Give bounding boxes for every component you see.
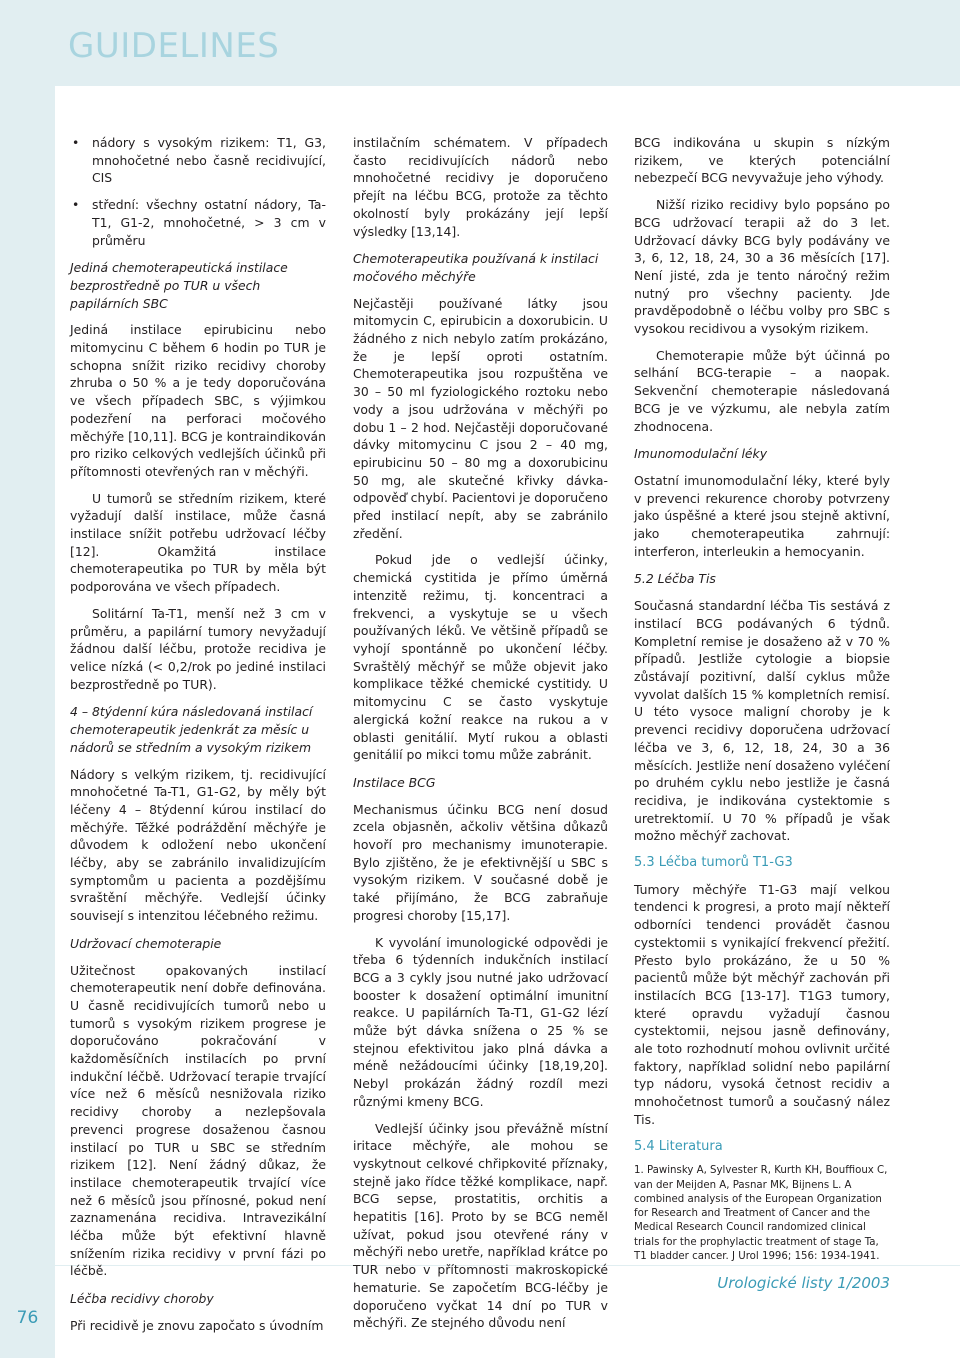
paragraph: instilačním schématem. V případech často recidivujících nádorů nebo mnohočetné recidivy je doporučeno přejít na léčbu BCG, protože za těchto okolností byly prokázány její lepší výsledky [13,14]. — [353, 135, 608, 239]
subheading: 5.2 Léčba Tis — [634, 571, 716, 587]
paragraph: Tumory měchýře T1-G3 mají velkou tendenci k progresi, a proto mají někteří odborníci tendenci provádět časnou cystektomii s vynikající frekvencí přežití. Přesto bylo prokázáno, že u 50 % pacientů může být měchýř zachován při instilacích BCG [13-17]. T1G3 tumory, které opravdu vyžadují časnou cystektomii, nejsou jasně definovány, ale toto rozhodnutí mohou ovlivnit určité faktory, například solidní nebo papilární typ nádoru, vysoká četnost recidiv a mnohočetnost tumorů a současný nález Tis. — [634, 881, 890, 1127]
subheading: Chemoterapeutika používaná k instilaci močového měchýře — [353, 251, 599, 284]
paragraph: Ostatní imunomodulační léky, které byly v prevenci rekurence choroby potvrzeny jako úspěšné a které jsou stejně aktivní, jako chemoterapeutika zahrnují: interferon, interleukin a hemocyanin. — [634, 472, 890, 559]
page-number: 76 — [16, 1308, 39, 1328]
subheading: Imunomodulační léky — [634, 446, 768, 462]
paragraph: Jediná instilace epirubicinu nebo mitomycinu C během 6 hodin po TUR je schopna snížit riziko recidivy choroby zhruba o 50 % a je tedy doporučována ve všech případech SBC, s výjimkou podezření na perforaci močového měchýře [10,11]. BCG je kontraindikován pro riziko celkových vedlejších účinků při přítomnosti otevřených ran v měchýři. — [70, 322, 326, 479]
paragraph: Vedlejší účinky jsou převážně místní iritace měchýře, ale mohou se vyskytnout celkové chřipkovité příznaky, stejně jako řídce těžké komplikace, např. BCG sepse, prostatitis, orchitis a hepatitis [16]. Proto by se BCG neměl užívat, pokud jsou otevřené rány v měchýři nebo uretře, například krátce po TUR nebo v přítomnosti makroskopické hematurie. Se započetím BCG-léčby je doporučeno vyčkat 14 dní po TUR v měchýři. Ze stejného důvodu není — [353, 1120, 608, 1331]
subheading: Jediná chemoterapeutická instilace bezprostředně po TUR u všech papilárních SBC — [70, 260, 288, 311]
paragraph: K vyvolání imunologické odpovědi je třeba 6 týdenních indukčních instilací BCG a 3 cykly jsou nutné jako udržovací booster k dosažení optimální imunitní reakce. U papilárních Ta-T1, G1-G2 lézí může být dávka snížena o 25 % se stejnou efektivitou jako plná dávka a méně nežádoucími účinky [18,19,20]. Nebyl prokázán žádný rozdíl mezi různými kmeny BCG. — [353, 934, 608, 1109]
subheading: 4 – 8týdenní kúra následovaná instilací chemoterapeutik jedenkrát za měsíc u nádorů se středním a vysokým rizikem — [70, 704, 313, 755]
subheading: Instilace BCG — [353, 774, 436, 790]
bullet-text: nádory s vysokým rizikem: T1, G3, mnohočetné nebo časně recidivující, CIS — [92, 135, 326, 186]
column-1 — [70, 134, 326, 1344]
paragraph: Při recidivě je znovu započato s úvodním — [70, 1317, 324, 1333]
paragraph: Nádory s velkým rizikem, tj. recidivující mnohočetné Ta-T1, G1-G2, by měly být léčeny 4 – 8týdenní kúrou instilací do měchýře. Těžké podráždění měchýře je důvodem k odložení nebo ukončení léčby, aby se zabránilo invalidizujícím symptomům u pacienta a pozdějšímu svraštění měchýře. Vedlejší účinky souvisejí s intenzitou léčebného režimu. — [70, 766, 326, 924]
paragraph: Užitečnost opakovaných instilací chemoterapeutik není dobře definována. U časně recidivujících tumorů nebo u tumorů s vysokým rizikem progrese je doporučováno pokračování v každoměsíčních instilacích po první indukční léčbě. Udržovací terapie trvající více než 6 měsíců nesnižovala riziko recidivy choroby a nezlepšovala prevenci progrese dosaženou časnou instilací po TUR u SBC se středním rizikem [12]. Není žádný důkaz, že instilace chemoterapeutik trvající více než 6 měsíců jsou přínosné, pokud není zaznamenána recidiva. Intravezikální léčba může být efektivní hlavně snížením rizika recidivy v první fázi po léčbě. — [70, 962, 326, 1279]
paragraph: U tumorů se středním rizikem, které vyžadují další instilace, může časná instilace snížit potřebu udržovací léčby [12]. Okamžitá instilace chemoterapeutika po TUR by měla být podporována ve všech případech. — [70, 490, 326, 595]
bullet-item: • střední: všechny ostatní nádory, Ta-T1, G1-2, mnohočetné, > 3 cm v průměru — [72, 197, 326, 248]
paragraph: Pokud jde o vedlejší účinky, chemická cystitida je přímo úměrná intenzitě režimu, tj. koncentraci a frekvenci, a vyskytuje se u všech používaných léků. Ve většině případů se vyhojí spontánně po ukončení léčby. Svraštělý měchýř se může objevit jako komplikace těžké chemické cystitidy. U mitomycinu C se často vyskytuje alergická kožní reakce na rukou a v oblasti genitálií. Mytí rukou a oblasti genitálií po mikci tomu může zabránit. — [353, 552, 608, 763]
section-heading: 5.3 Léčba tumorů T1-G3 — [634, 855, 793, 871]
paragraph: Chemoterapie může být účinná po selhání BCG-terapie – a naopak. Sekvenční chemoterapie následovaná BCG je ve výzkumu, ale nebyla zatím zhodnocena. — [634, 347, 890, 434]
section-heading: 5.4 Literatura — [634, 1138, 723, 1154]
column-2 — [353, 134, 608, 1341]
bullet-item: • nádory s vysokým rizikem: T1, G3, mnohočetné nebo časně recidivující, CIS — [72, 135, 326, 186]
paragraph: BCG indikována u skupin s nízkým rizikem, ve kterých potenciální nebezpečí BCG nevyvažuje jeho výhody. — [634, 135, 890, 186]
subheading: Léčba recidivy choroby — [70, 1291, 214, 1307]
paragraph: Solitární Ta-T1, menší než 3 cm v průměru, a papilární tumory nevyžadují žádnou další léčbu, protože recidiva je velice nízká (< 0,2/rok po jediné instilaci bezprostředně po TUR). — [70, 605, 326, 692]
paragraph: Současná standardní léčba Tis sestává z instilací BCG podávaných 6 týdnů. Kompletní remise je dosaženo až v 70 % případů. Jestliže cytologie a biopsie zůstávají pozitivní, další cyklus může vyvolat dalších 15 % kompletních remisí. U této vysoce maligní choroby je k prevenci recidivy doporučena udržovací léčba ve 3, 6, 12, 18, 24, 30 a 36 měsících. Jestliže není dosaženo vyléčení po druhém cyklu nebo jestliže je časná recidiva, je indikována cystektomie s uretrektomií. U 70 % případů je však možno měchýř zachovat. — [634, 598, 890, 844]
left-margin-bar — [0, 86, 55, 1276]
reference-item: 1. Pawinsky A, Sylvester R, Kurth KH, Bouffioux C, van der Meijden A, Pasnar MK, Bijnens L. A combined analysis of the European Organization for Research and Treatment of Cancer and the Medical Research Council randomized clinical trials for the prophylactic treatment of stage Ta, T1 bladder cancer. J Urol 1996; 156: 1934-1941. — [634, 1165, 888, 1263]
paragraph: Nižší riziko recidivy bylo popsáno po BCG udržovací terapii až do 3 let. Udržovací dávky BCG byly podávány ve 3, 6, 12, 18, 24, 30 a 36 měsících [17]. Není jisté, zda je tento náročný režim nutný pro všechny pacienty. Jde pravděpodobně o léčbu volby pro SBC s vysokou recidivou a vysokým rizikem. — [634, 197, 890, 337]
journal-name: Urologické listy 1/2003 — [717, 1274, 890, 1292]
bullet-text: střední: všechny ostatní nádory, Ta-T1, G1-2, mnohočetné, > 3 cm v průměru — [92, 197, 326, 248]
paragraph: Mechanismus účinku BCG není dosud zcela objasněn, ačkoliv většina důkazů hovoří pro mechanismy imunoterapie. Bylo zjištěno, že je efektivnější u SBC s vysokým rizikem. V současné době je také přijímáno, že BCG zabraňuje progresi choroby [15,17]. — [353, 801, 608, 923]
column-3 — [634, 134, 890, 1273]
subheading: Udržovací chemoterapie — [70, 935, 222, 951]
section-title: GUIDELINES — [68, 26, 280, 66]
paragraph: Nejčastěji používané látky jsou mitomycin C, epirubicin a doxorubicin. U žádného z nich nebylo zatím prokázáno, že je lepší oproti ostatním. Chemoterapeutika jsou rozpuštěna ve 30 – 50 ml fyziologického roztoku nebo vody a jsou udržována v měchýři po dobu 1 – 2 hod. Nejčastěji doporučované dávky mitomycinu C jsou 2 – 40 mg, epirubicinu 50 – 80 mg a doxorubicinu 50 mg, ale skutečné křivky dávka-odpověď chybí. Pacientovi je doporučeno před instilací nepít, aby se zabránilo zředění. — [353, 295, 608, 541]
